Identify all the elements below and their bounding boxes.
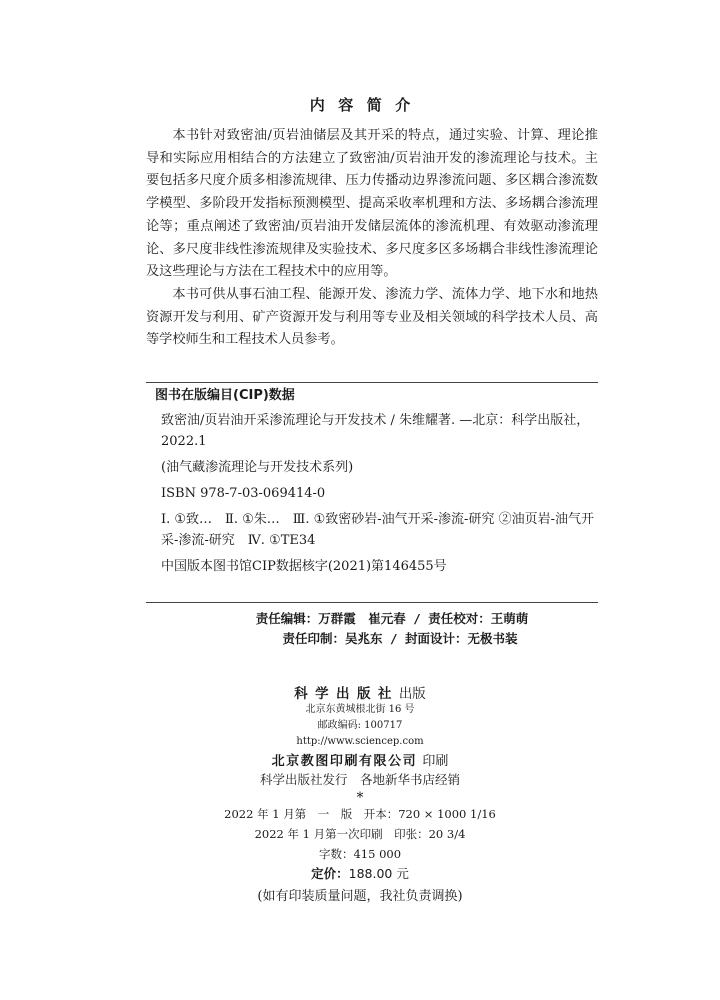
price-line	[0, 864, 720, 884]
editor-credits	[0, 609, 720, 649]
publisher-suffix: 出版	[398, 686, 426, 702]
cip-title-line: 致密油/页岩油开采渗流理论与开发技术 / 朱维耀著. —北京：科学出版社，2022.1	[161, 413, 590, 449]
cip-core-number: 中国版本图书馆CIP数据核字(2021)第146455号	[161, 559, 447, 574]
publisher-block	[0, 682, 720, 805]
printer-suffix: 印刷	[422, 754, 449, 769]
printer-name: 北京教图印刷有限公司	[271, 754, 418, 769]
cip-heading: 图书在版编目(CIP)数据	[155, 388, 295, 403]
publisher-postcode: 邮政编码: 100717	[317, 720, 403, 731]
publisher-address: 北京东黄城根北街 16 号	[305, 704, 415, 715]
intro-body	[146, 125, 598, 352]
intro-paragraph-1: 本书针对致密油/页岩油储层及其开采的特点，通过实验、计算、理论推导和实际应用相结合的方法建立了致密油/页岩油开发的渗流理论与技术。主要包括多尺度介质多相渗流规律、压力传播动边界渗流问题、多区耦合渗流数学模型、多阶段开发指标预测模型、提高采收率机理和方法、多场耦合渗流理论等；重点阐述了致密油/页岩油开发储层流体的渗流机理、有效驱动渗流理论、多尺度非线性渗流规律及实验技术、多尺度多区多场耦合非线性渗流理论及这些理论与方法在工程技术中的应用等。	[146, 128, 598, 280]
credits-line-1: 责任编辑：万群霞 崔元春 / 责任校对：王萌萌	[255, 611, 529, 626]
price-label: 定价：	[311, 866, 349, 881]
cip-classification: Ⅰ. ①致… Ⅱ. ①朱… Ⅲ. ①致密砂岩-油气开采-渗流-研究 ②油页岩-油气开采-渗流-研究 Ⅳ. ①TE34	[161, 512, 594, 548]
cip-top-rule	[146, 382, 598, 383]
publisher-name: 科学出版社	[294, 686, 399, 702]
cip-block	[155, 385, 599, 582]
intro-paragraph-2: 本书可供从事石油工程、能源开发、渗流力学、流体力学、地下水和地热资源开发与利用、矿产资源开发与利用等专业及相关领域的科学技术人员、高等学校师生和工程技术人员参考。	[146, 286, 598, 348]
specs-block	[0, 804, 720, 910]
distribution-line: 科学出版社发行 各地新华书店经销	[259, 772, 460, 787]
intro-title: 内容简介	[309, 96, 424, 114]
printing-line: 2022 年 1 月第一次印刷 印张：20 3/4	[254, 827, 466, 841]
edition-line: 2022 年 1 月第 一 版 开本：720 × 1000 1/16	[224, 807, 496, 821]
credits-line-2: 责任印制：吴兆东 / 封面设计：无极书装	[282, 631, 518, 646]
publisher-url: http://www.sciencep.com	[296, 736, 424, 747]
price-value: 188.00 元	[348, 866, 409, 881]
cip-bottom-rule	[146, 602, 598, 603]
cip-series: (油气藏渗流理论与开发技术系列)	[161, 460, 354, 475]
quality-notice: (如有印装质量问题，我社负责调换)	[257, 889, 463, 904]
word-count: 字数：415 000	[318, 847, 402, 861]
cip-isbn: ISBN 978-7-03-069414-0	[161, 486, 326, 501]
separator-star: *	[356, 790, 364, 806]
